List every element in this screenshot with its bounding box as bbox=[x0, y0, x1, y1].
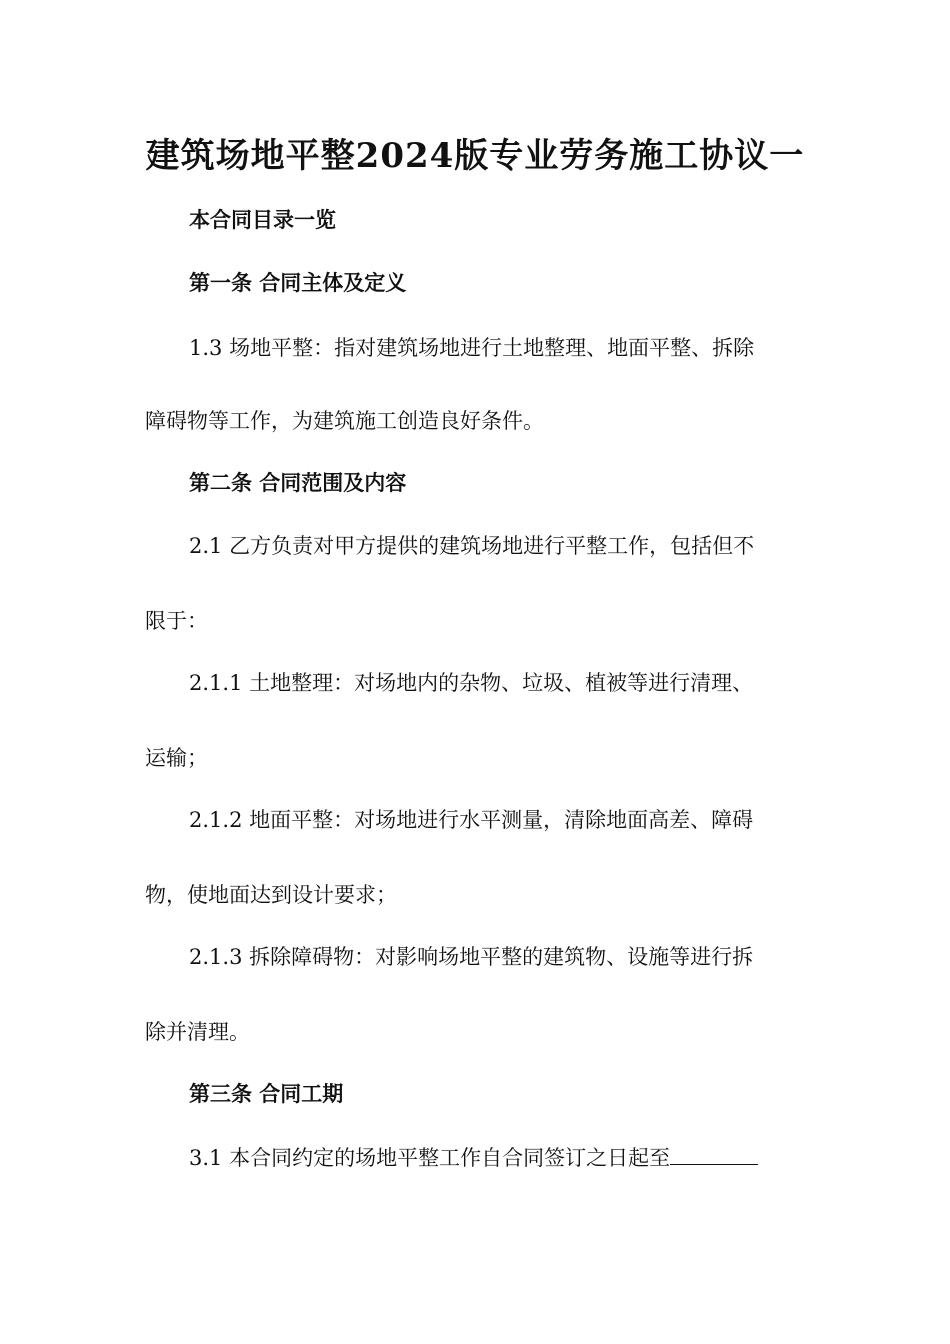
clause-1-3-line-1: 1.3 场地平整：指对建筑场地进行土地整理、地面平整、拆除 bbox=[189, 336, 755, 360]
clause-2-1-3-line-2: 除并清理。 bbox=[145, 1020, 250, 1044]
clause-2-1-1-line-2: 运输； bbox=[145, 746, 208, 770]
clause-2-1-2-line-2: 物，使地面达到设计要求； bbox=[145, 883, 397, 907]
clause-2-1-line-1: 2.1 乙方负责对甲方提供的建筑场地进行平整工作，包括但不 bbox=[189, 534, 755, 558]
clause-2-1-line-2: 限于： bbox=[145, 609, 208, 633]
toc-heading: 本合同目录一览 bbox=[189, 208, 336, 232]
clause-1-3-line-2: 障碍物等工作，为建筑施工创造良好条件。 bbox=[145, 409, 544, 433]
article-3-heading: 第三条 合同工期 bbox=[189, 1082, 344, 1106]
clause-3-1-text: 3.1 本合同约定的场地平整工作自合同签订之日起至 bbox=[189, 1146, 671, 1170]
clause-2-1-2-line-1: 2.1.2 地面平整：对场地进行水平测量，清除地面高差、障碍 bbox=[189, 808, 754, 832]
document-title: 建筑场地平整2024版专业劳务施工协议一 bbox=[145, 136, 805, 176]
article-1-heading: 第一条 合同主体及定义 bbox=[189, 271, 407, 295]
clause-2-1-1-line-1: 2.1.1 土地整理：对场地内的杂物、垃圾、植被等进行清理、 bbox=[189, 671, 754, 695]
clause-3-1-line-1 bbox=[189, 1142, 758, 1173]
fill-in-blank bbox=[670, 1142, 758, 1165]
clause-2-1-3-line-1: 2.1.3 拆除障碍物：对影响场地平整的建筑物、设施等进行拆 bbox=[189, 945, 754, 969]
article-2-heading: 第二条 合同范围及内容 bbox=[189, 471, 407, 495]
